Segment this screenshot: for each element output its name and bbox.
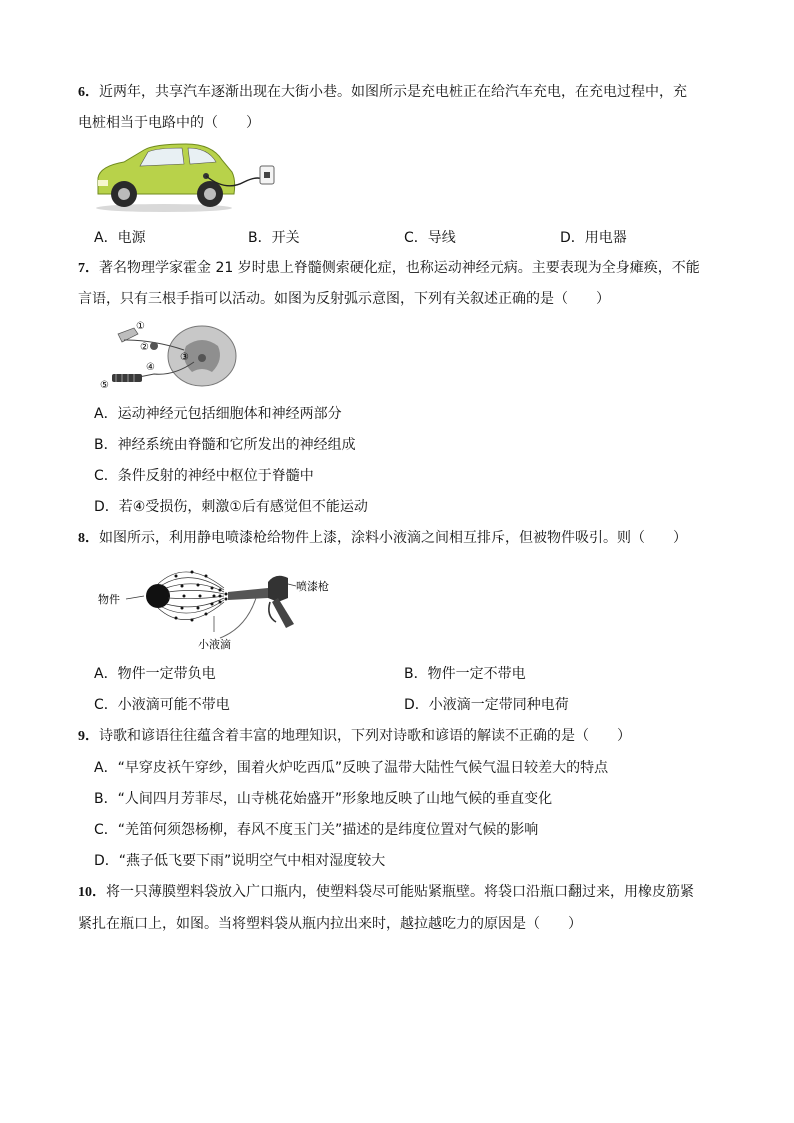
figure8-label-object: 物件: [98, 593, 120, 606]
question-9-option-b: B．“人间四月芳菲尽，山寺桃花始盛开”形象地反映了山地气候的垂直变化: [94, 791, 553, 807]
question-10-number: 10．: [78, 885, 106, 900]
question-6-option-d: D．用电器: [560, 230, 627, 246]
question-8-stem-line1: 8．如图所示，利用静电喷漆枪给物件上漆，涂料小液滴之间相互排斥，但被物件吸引。则（ ）: [78, 530, 687, 546]
question-9-stem-line1: 9．诗歌和谚语往往蕴含着丰富的地理知识，下列对诗歌和谚语的解读不正确的是（ ）: [78, 728, 631, 744]
question-6-option-c: C．导线: [404, 230, 456, 246]
question-6-stem-line2: 电桩相当于电路中的（ ）: [78, 115, 260, 131]
question-10-stem-line1: 10．将一只薄膜塑料袋放入广口瓶内，使塑料袋尽可能贴紧瓶壁。将袋口沿瓶口翻过来，用橡皮筋紧: [78, 884, 694, 900]
question-7-option-a: A．运动神经元包括细胞体和神经两部分: [94, 406, 342, 422]
figure7-label-3: ③: [180, 352, 189, 363]
figure8-label-gun: 喷漆枪: [296, 580, 329, 593]
question-9-option-c: C．“羌笛何须怨杨柳，春风不度玉门关”描述的是纬度位置对气候的影响: [94, 822, 539, 838]
reflex-arc-figure: [94, 316, 244, 394]
question-7-option-d: D．若④受损伤，刺激①后有感觉但不能运动: [94, 499, 368, 515]
question-8-option-c: C．小液滴可能不带电: [94, 697, 230, 713]
question-8-option-d: D．小液滴一定带同种电荷: [404, 697, 569, 713]
question-9-number: 9．: [78, 729, 99, 744]
question-6-number: 6．: [78, 85, 99, 100]
question-6-option-b: B．开关: [248, 230, 300, 246]
question-8-number: 8．: [78, 531, 99, 546]
question-7-stem-line1: 7．著名物理学家霍金 21 岁时患上脊髓侧索硬化症，也称运动神经元病。主要表现为全身瘫痪，不能: [78, 260, 700, 276]
figure7-label-5: ⑤: [100, 380, 109, 391]
figure7-label-4: ④: [146, 362, 155, 373]
question-7-option-b: B．神经系统由脊髓和它所发出的神经组成: [94, 437, 356, 453]
spray-gun-figure: [96, 558, 346, 654]
question-6-option-a: A．电源: [94, 230, 146, 246]
figure7-label-1: ①: [136, 321, 145, 332]
car-charger-figure: [94, 142, 294, 214]
question-9-option-d: D．“燕子低飞要下雨”说明空气中相对湿度较大: [94, 853, 386, 869]
question-8-option-b: B．物件一定不带电: [404, 666, 526, 682]
question-9-option-a: A．“早穿皮袄午穿纱，围着火炉吃西瓜”反映了温带大陆性气候气温日较差大的特点: [94, 760, 609, 776]
question-8-option-a: A．物件一定带负电: [94, 666, 216, 682]
question-7-option-c: C．条件反射的神经中枢位于脊髓中: [94, 468, 314, 484]
question-7-number: 7．: [78, 261, 99, 276]
figure8-label-droplets: 小液滴: [198, 638, 231, 651]
question-7-stem-line2: 言语，只有三根手指可以活动。如图为反射弧示意图，下列有关叙述正确的是（ ）: [78, 291, 610, 307]
question-6-stem-line1: 6．近两年，共享汽车逐渐出现在大街小巷。如图所示是充电桩正在给汽车充电，在充电过程中，充: [78, 84, 687, 100]
figure7-label-2: ②: [140, 342, 149, 353]
question-10-stem-line2: 紧扎在瓶口上，如图。当将塑料袋从瓶内拉出来时，越拉越吃力的原因是（ ）: [78, 916, 582, 932]
